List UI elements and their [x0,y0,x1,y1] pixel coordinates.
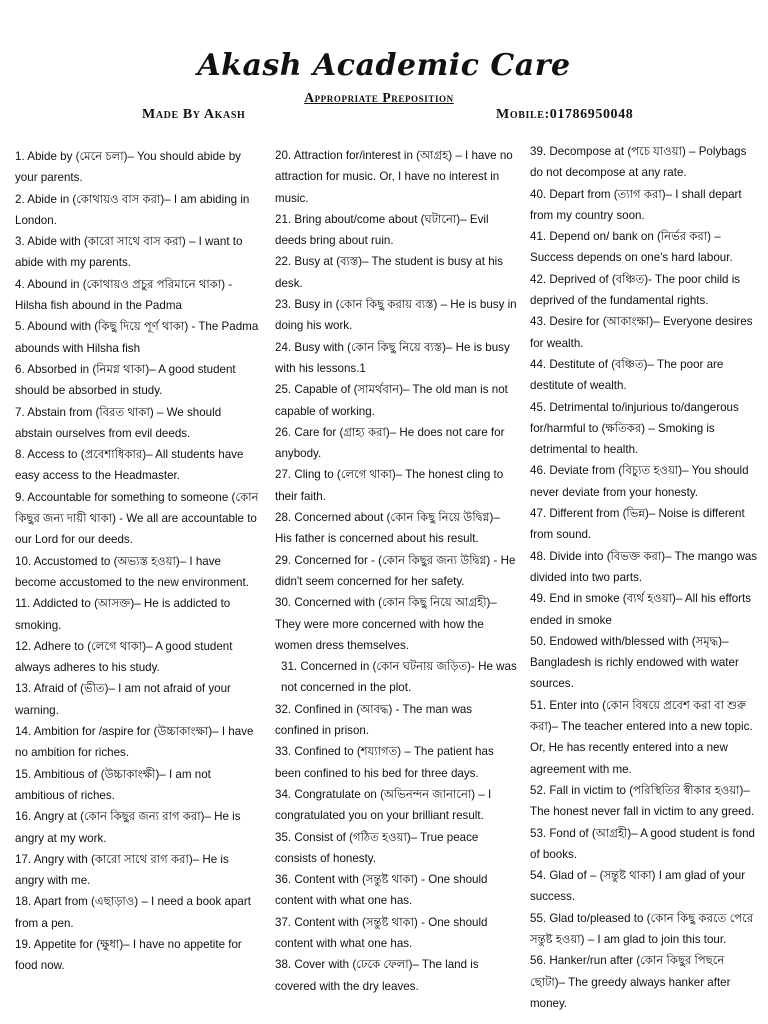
preposition-entry: 19. Appetite for (ক্ষুধা)– I have no appetite for food now. [15,937,242,973]
preposition-entry: 43. Desire for (আকাংক্ষা)– Everyone desires for wealth. [530,315,753,350]
preposition-entry: 12. Adhere to (লেগে থাকা)– A good student always adheres to his study. [15,639,233,675]
preposition-entry: 3. Abide with (কারো সাথে বাস করা) – I want to abide with my parents. [15,235,243,270]
preposition-entry: 54. Glad of – (সন্তুষ্ট থাকা) I am glad of your success. [530,869,746,904]
author-credit: Made By Akash [142,107,246,122]
preposition-entry: 39. Decompose at (পচে যাওয়া) – Polybags do not decompose at any rate. [530,145,747,180]
preposition-entry: 17. Angry with (কারো সাথে রাগ করা)– He is angry with me. [15,852,229,888]
preposition-entry: 33. Confined to (শয্যাগত) – The patient has been confined to his bed for three days. [275,745,494,780]
preposition-entry: 27. Cling to (লেগে থাকা)– The honest cling to their faith. [275,468,504,503]
preposition-entry: 49. End in smoke (ব্যর্থ হওয়া)– All his efforts ended in smoke [530,592,752,627]
column-1 [15,146,260,977]
preposition-entry: 38. Cover with (ঢেকে ফেলা)– The land is covered with the dry leaves. [275,958,479,993]
column-3 [530,141,762,1014]
preposition-entry: 10. Accustomed to (অভ্যস্ত হওয়া)– I have become accustomed to the new environment. [15,554,249,589]
preposition-entry: 1. Abide by (মেনে চলা)– You should abide by your parents. [15,150,241,185]
preposition-entry: 5. Abound with (কিছু দিয়ে পূর্ণ থাকা) - The Padma abounds with Hilsha fish [15,320,259,355]
preposition-entry: 7. Abstain from (বিরত থাকা) – We should abstain ourselves from evil deeds. [15,405,222,440]
preposition-entry: 32. Confined in (আবদ্ধ) - The man was confined in prison. [275,702,473,738]
preposition-entry: 13. Afraid of (ভীত)– I am not afraid of your warning. [15,682,231,717]
preposition-entry: 41. Depend on/ bank on (নির্ভর করা) – Success depends on one's hard labour. [530,230,733,265]
preposition-entry: 25. Capable of (সামর্থবান)– The old man is not capable of working. [275,383,508,418]
preposition-entry: 26. Care for (গ্রাহ্য করা)– He does not care for anybody. [275,425,505,461]
preposition-entry: 6. Absorbed in (নিমগ্ন থাকা)– A good student should be absorbed in study. [15,362,236,398]
preposition-entry: 8. Access to (প্রবেশাধিকার)– All students have easy access to the Headmaster. [15,448,244,483]
preposition-entry: 28. Concerned about (কোন কিছু নিয়ে উদ্বিগ্ন)– His father is concerned about his result. [275,511,500,546]
preposition-entry: 47. Different from (ভিন্ন)– Noise is different from sound. [530,507,745,542]
preposition-entry: 29. Concerned for - (কোন কিছুর জন্য উদ্বিগ্ন) - He didn't seem concerned for her safety. [275,553,516,588]
page-subtitle: Appropriate Preposition [304,90,454,105]
preposition-entry: 40. Depart from (ত্যাগ করা)– I shall depart from my country soon. [530,187,742,222]
mobile-number: Mobile:01786950048 [496,107,634,122]
preposition-entry: 52. Fall in victim to (পরিস্থিতির স্বীকার হওয়া)– The honest never fall in victim to any greed. [530,783,755,819]
preposition-entry: 20. Attraction for/interest in (আগ্রহ) – I have no attraction for music. Or, I have no interest in music. [275,149,513,205]
preposition-entry: 36. Content with (সন্তুষ্ট থাকা) - One should content with what one has. [275,873,488,908]
preposition-entry: 9. Accountable for something to someone (কোন কিছুর জন্য দায়ী থাকা) - We all are accountable to our Lord for our deeds. [15,490,259,547]
preposition-entry: 34. Congratulate on (অভিনন্দন জানানো) – I congratulated you on your brilliant result. [275,787,492,823]
preposition-entry: 24. Busy with (কোন কিছু নিয়ে ব্যস্ত)– He is busy with his lessons.1 [275,340,510,375]
preposition-entry: 15. Ambitious of (উচ্চাকাংক্ষী)– I am not ambitious of riches. [15,767,211,802]
preposition-entry: 46. Deviate from (বিচ্যুত হওয়া)– You should never deviate from your honesty. [530,464,749,499]
preposition-entry: 23. Busy in (কোন কিছু করায় ব্যস্ত) – He is busy in doing his work. [275,298,517,333]
preposition-entry: 4. Abound in (কোথায়ও প্রচুর পরিমানে থাকা) - Hilsha fish abound in the Padma [15,277,233,313]
preposition-entry: 30. Concerned with (কোন কিছু নিয়ে আগ্রহী)– They were more concerned with how the women dress themselves. [275,596,497,652]
page-title: Akash Academic Care [197,48,571,83]
preposition-entry: 35. Consist of (গঠিত হওয়া)– True peace consists of honesty. [275,830,479,865]
column-2 [275,145,517,997]
preposition-entry: 18. Apart from (এছাড়াও) – I need a book apart from a pen. [15,895,251,930]
preposition-entry: 37. Content with (সন্তুষ্ট থাকা) - One should content with what one has. [275,915,488,950]
preposition-entry: 48. Divide into (বিভক্ত করা)– The mango was divided into two parts. [530,549,758,584]
preposition-entry: 42. Deprived of (বঞ্চিত)- The poor child is deprived of the fundamental rights. [530,272,741,308]
preposition-entry: 22. Busy at (ব্যস্ত)– The student is busy at his desk. [275,255,504,290]
preposition-entry: 56. Hanker/run after (কোন কিছুর পিছনে ছোটা)– The greedy always hanker after money. [530,954,731,1010]
preposition-entry: 44. Destitute of (বঞ্চিত)– The poor are destitute of wealth. [530,357,724,393]
preposition-entry: 16. Angry at (কোন কিছুর জন্য রাগ করা)– He is angry at my work. [15,810,241,845]
preposition-entry: 2. Abide in (কোথায়ও বাস করা)– I am abiding in London. [15,192,250,227]
preposition-entry: 11. Addicted to (আসক্ত)– He is addicted to smoking. [15,597,231,632]
preposition-entry: 53. Fond of (আগ্রহী)– A good student is fond of books. [530,826,755,861]
preposition-entry: 50. Endowed with/blessed with (সমৃদ্ধ)– Bangladesh is richly endowed with water sources. [530,634,739,691]
preposition-entry: 14. Ambition for /aspire for (উচ্চাকাংক্ষা)– I have no ambition for riches. [15,725,254,760]
preposition-entry: 45. Detrimental to/injurious to/dangerous for/harmful to (ক্ষতিকর) – Smoking is detrimental to health. [530,400,739,457]
preposition-entry: 21. Bring about/come about (ঘটানো)– Evil deeds bring about ruin. [275,212,489,248]
preposition-entry: 31. Concerned in (কোন ঘটনায় জড়িত)- He was not concerned in the plot. [281,660,517,695]
preposition-entry: 51. Enter into (কোন বিষয়ে প্রবেশ করা বা শুরু করা)– The teacher entered into a new topic. Or, He has recently entered into a new agreement with me. [530,698,753,776]
preposition-entry: 55. Glad to/pleased to (কোন কিছু করতে পেরে সন্তুষ্ট হওয়া) – I am glad to join this tour. [530,911,754,946]
